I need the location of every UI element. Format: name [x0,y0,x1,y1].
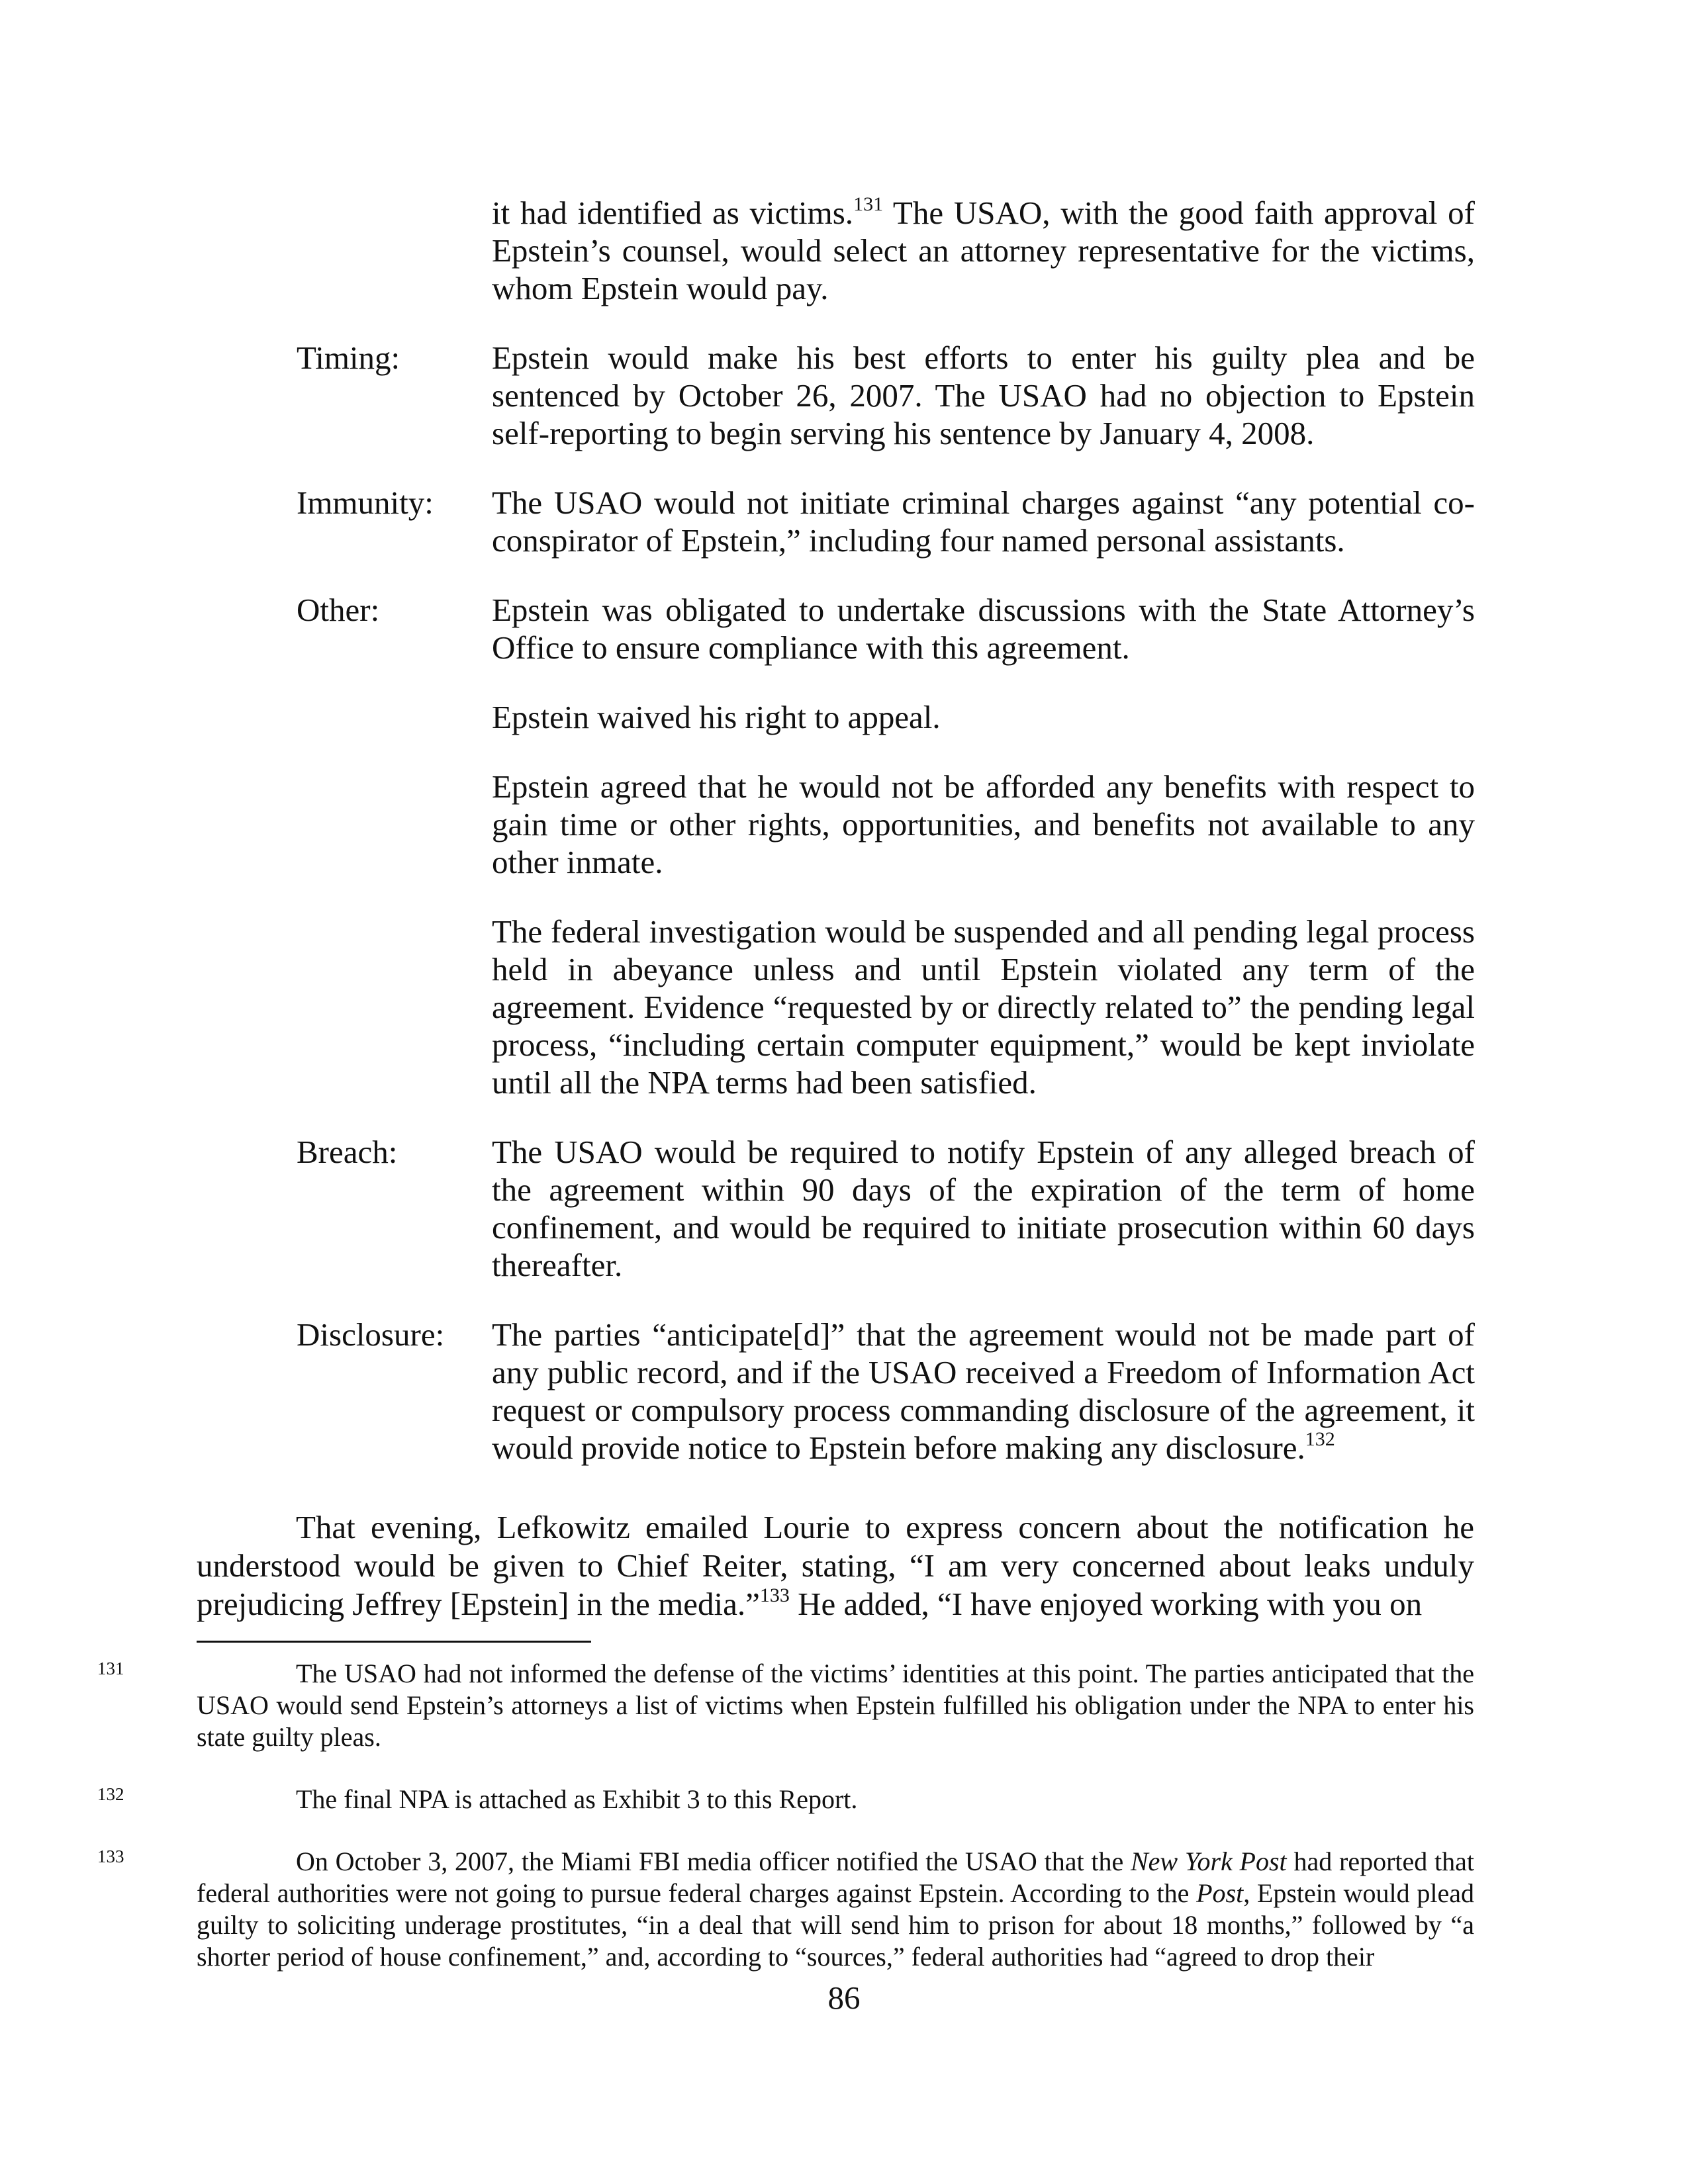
continuation-paragraph: it had identified as victims.$^{131}$ The USAO, with the good faith approval of Epstein’s counsel, would select an attorney representative for the victims, whom Epstein would pay. [492,193,1475,306]
footnote-133: 133 On October 3, 2007, the Miami FBI media officer notified the USAO that the New York Post had reported that federal authorities were not going to pursue federal charges against Epstein. According to the Post, Epstein would plead guilty to soliciting underage prostitutes, “in a deal that will send him to prison for about 18 months,” followed by “a shorter period of house confinement,” and, according to “sources,” federal authorities had “agreed to drop their [197,1846,1474,1973]
term-text: The USAO would be required to notify Epstein of any alleged breach of the agreement within 90 days of the expiration of the term of home confinement, and would be required to initiate prosecution within 60 days thereafter. [492,1134,1475,1283]
page-number: 86 [827,1979,861,2016]
body-paragraph: That evening, Lefkowitz emailed Lourie to express concern about the notification he understood would be given to Chief Reiter, stating, “I am very concerned about leaks unduly prejudicing Jeffrey [Epstein] in the media.”$^{133}$ He added, “I have enjoyed working with you on [197,1509,1474,1622]
footnote-number: 131 [97,1659,124,1678]
footnote-131: 131 The USAO had not informed the defense of the victims’ identities at this point. The parties anticipated that the USAO would send Epstein’s attorneys a list of victims when Epstein fulfilled his obligation under the NPA to enter his state guilty pleas. [197,1658,1474,1753]
term-breach [297,1133,1488,1284]
term-immunity [297,484,1488,559]
term-text: Epstein agreed that he would not be afforded any benefits with respect to gain time or other rights, opportunities, and benefits not available to any other inmate. [492,768,1475,880]
term-text: The parties “anticipate[d]” that the agreement would not be made part of any public record, and if the USAO received a Freedom of Information Act request or compulsory process commanding disclosure of the agreement, it would provide notice to Epstein before making any disclosure.$^{132}$ [492,1316,1475,1466]
term-other [297,591,1488,1101]
term-timing [297,339,1488,452]
term-label: Immunity: [297,484,434,521]
term-label: Timing: [297,340,400,376]
footnote-divider [197,1641,591,1643]
footnote-ref-132[interactable]: 132 [1305,1428,1335,1450]
term-disclosure [297,1316,1488,1467]
term-label: Other: [297,592,380,628]
footnote-ref-131[interactable]: 131 [853,193,884,215]
term-text: The USAO would not initiate criminal charges against “any potential co-conspirator of Epstein,” including four named personal assistants. [492,484,1475,559]
term-text: Epstein was obligated to undertake discussions with the State Attorney’s Office to ensure compliance with this agreement. [492,592,1475,666]
footnote-132: 132 The final NPA is attached as Exhibit 3 to this Report. [197,1784,1474,1815]
footnote-number: 132 [97,1784,124,1804]
term-text: Epstein would make his best efforts to enter his guilty plea and be sentenced by October 26, 2007. The USAO had no objection to Epstein self-reporting to begin serving his sentence by January 4, 2008. [492,340,1475,451]
term-label: Breach: [297,1134,398,1170]
footnotes [97,1658,1475,2003]
term-label: Disclosure: [297,1316,445,1353]
footnote-ref-133[interactable]: 133 [759,1584,790,1606]
term-text: The federal investigation would be suspended and all pending legal process held in abeyance unless and until Epstein violated any term of the agreement. Evidence “requested by or directly related to” the pending legal process, “including certain computer equipment,” would be kept inviolate until all the NPA terms had been satisfied. [492,913,1475,1101]
footnote-number: 133 [97,1846,124,1866]
term-text: Epstein waived his right to appeal. [492,699,941,735]
npa-terms-list [297,194,1488,1498]
